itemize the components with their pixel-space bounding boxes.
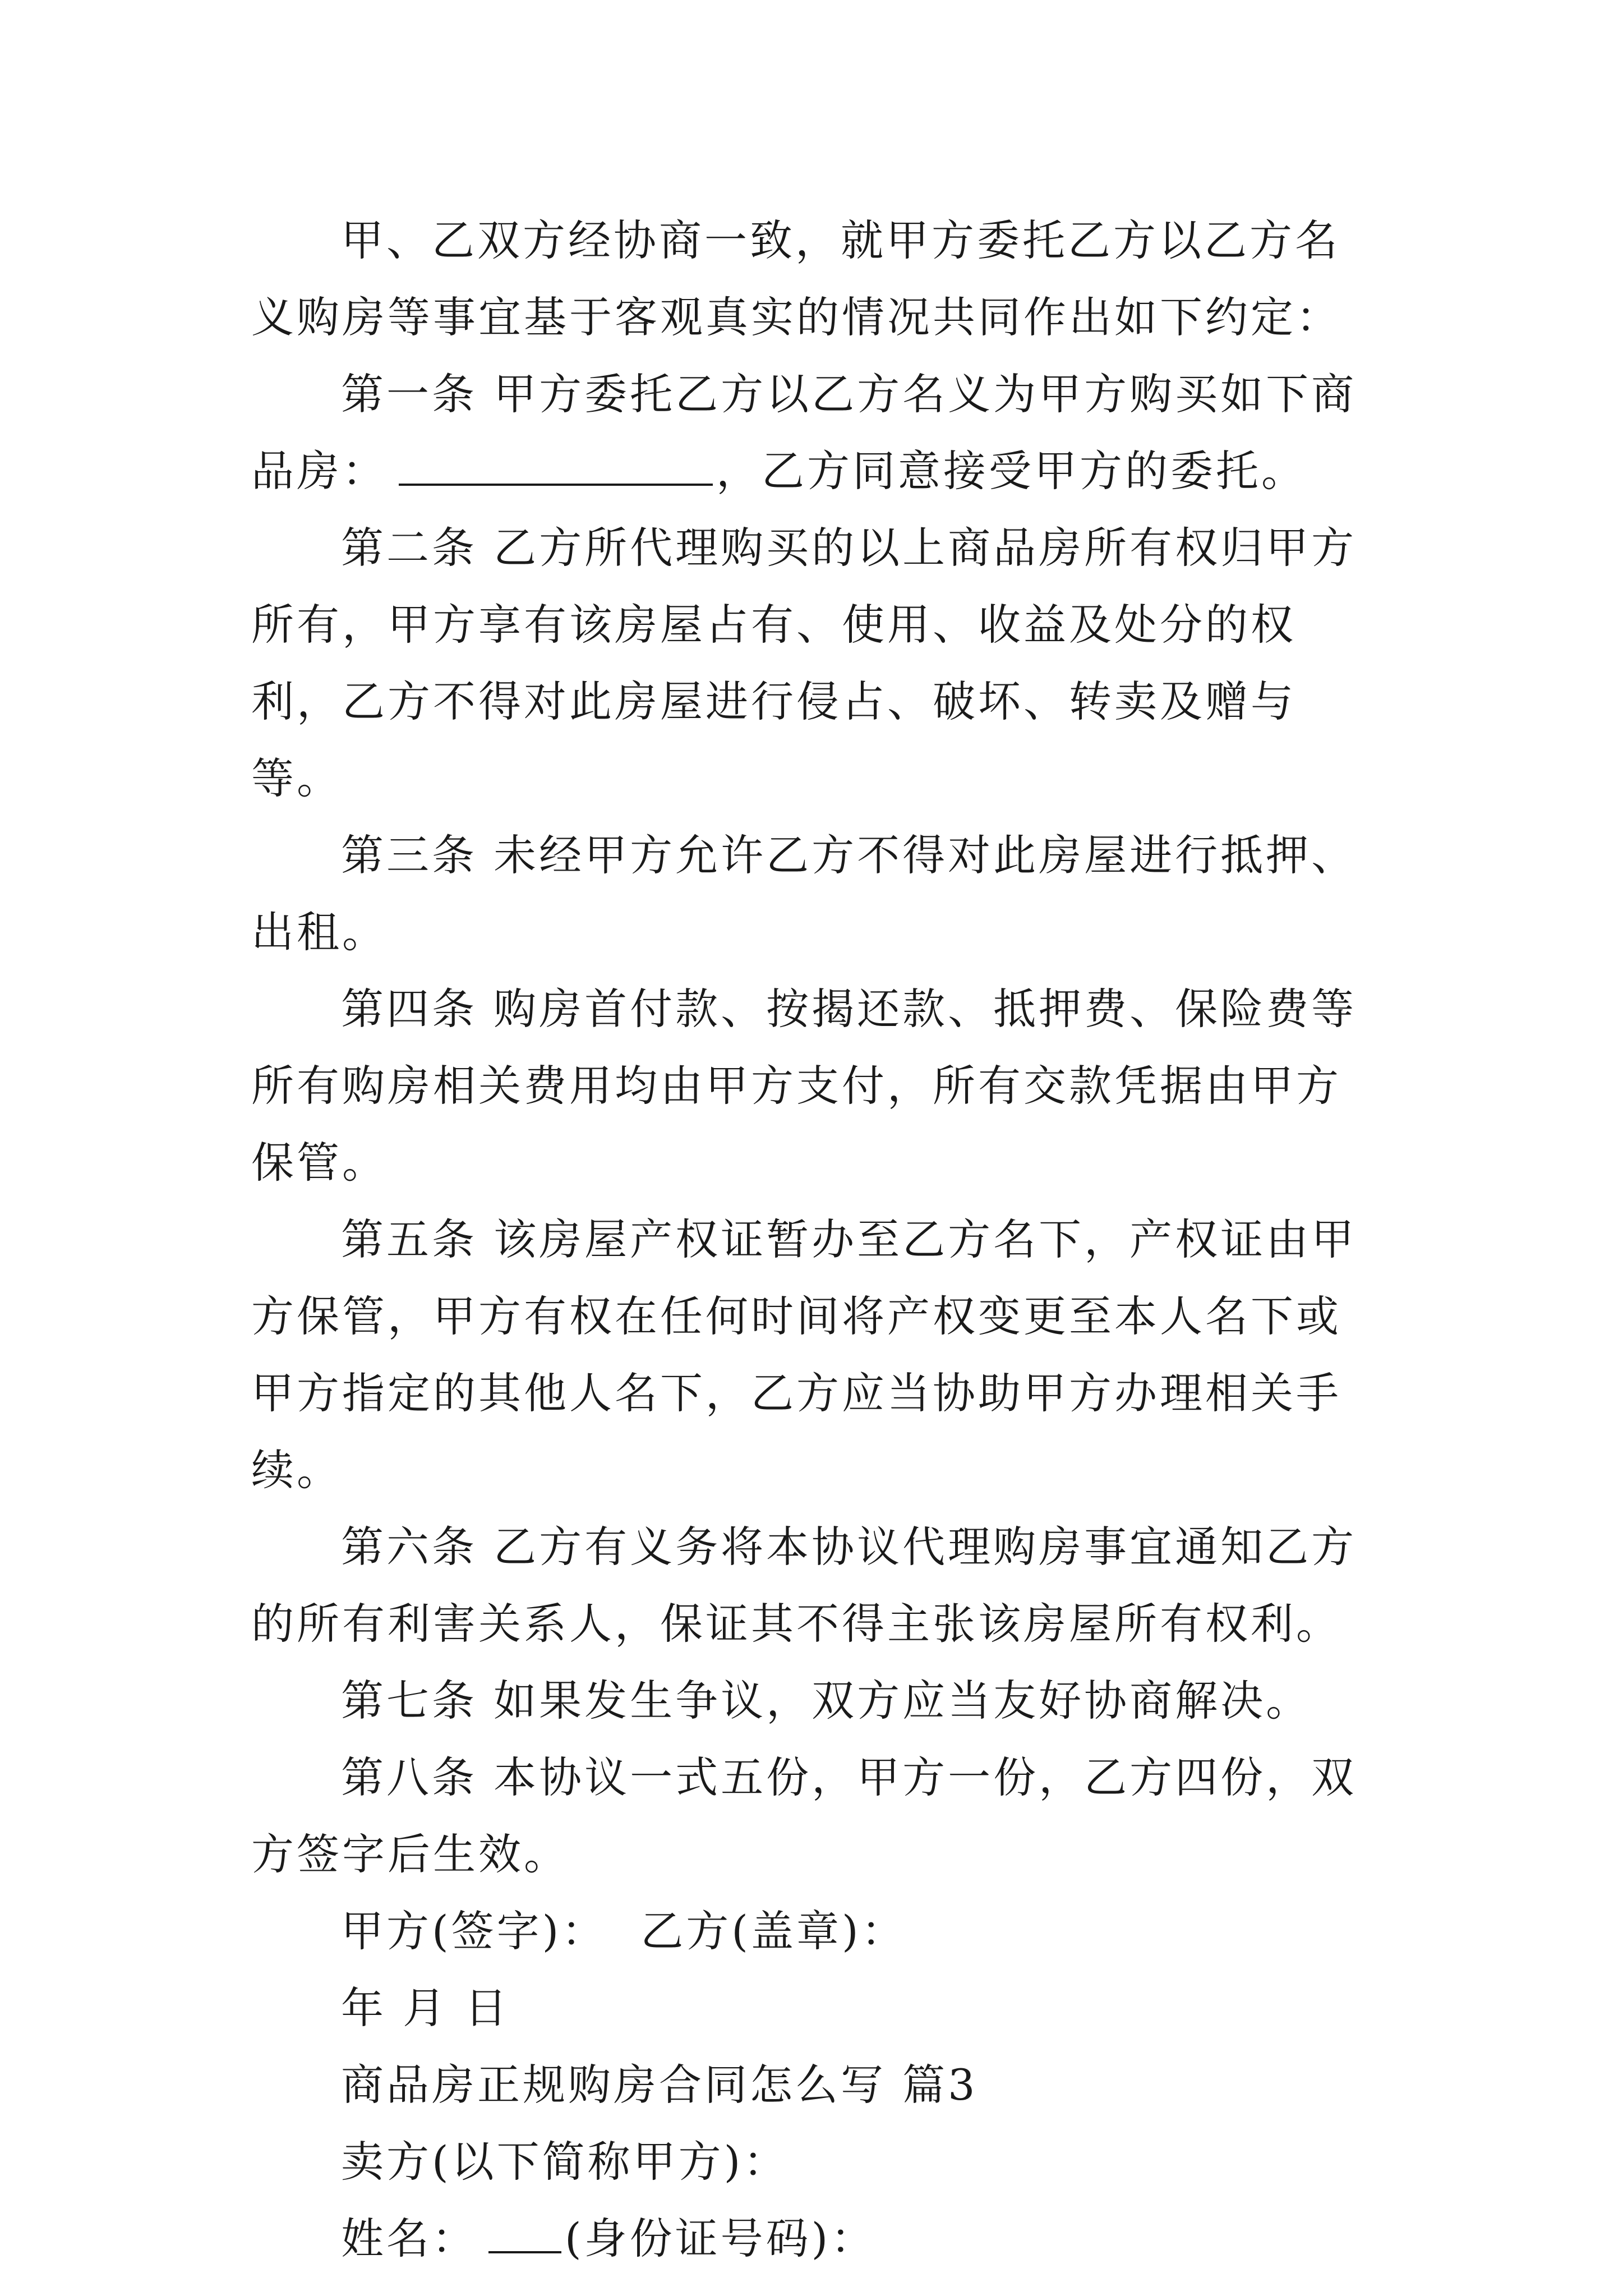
article-5: 第五条 该房屋产权证暂办至乙方名下，产权证由甲方保管，甲方有权在任何时间将产权变更至本人名下或甲方指定的其他人名下，乙方应当协助甲方办理相关手续。 (251, 1214, 1357, 1495)
name-label: 姓名： (341, 2214, 477, 2263)
section-title: 商品房正规购房合同怎么写 篇3 (341, 2060, 978, 2110)
seller-name-line (251, 2200, 1384, 2277)
property-blank-field[interactable] (399, 450, 713, 486)
party-b-seal-label: 乙方(盖章)： (640, 1906, 907, 1956)
article-6: 第六条 乙方有义务将本协议代理购房事宜通知乙方的所有利害关系人，保证其不得主张该房屋所有权利。 (251, 1522, 1357, 1649)
article-4: 第四条 购房首付款、按揭还款、抵押费、保险费等所有购房相关费用均由甲方支付，所有交款凭据由甲方保管。 (251, 984, 1357, 1188)
article-7: 第七条 如果发生争议，双方应当友好协商解决。 (341, 1676, 1312, 1726)
article-2: 第二条 乙方所代理购买的以上商品房所有权归甲方所有，甲方享有该房屋占有、使用、收益及处分的权利，乙方不得对此房屋进行侵占、破坏、转卖及赠与等。 (251, 523, 1357, 803)
article-1-text-after: ，乙方同意接受甲方的委托。 (716, 446, 1307, 496)
seller-line: 卖方(以下简称甲方)： (341, 2137, 789, 2187)
date-line: 年 月 日 (341, 1983, 510, 2033)
article-1-text-before: 第一条 甲方委托乙方以乙方名义为甲方购买如下商品房： (251, 369, 1357, 496)
article-1 (251, 356, 1384, 509)
name-blank-field[interactable] (488, 2217, 561, 2253)
intro-paragraph: 甲、乙双方经协商一致，就甲方委托乙方以乙方名义购房等事宜基于客观真实的情况共同作出如下约定： (251, 215, 1341, 342)
party-a-signature-label: 甲方(签字)： (341, 1906, 607, 1956)
document-page (251, 202, 1384, 2277)
article-3: 第三条 未经甲方允许乙方不得对此房屋进行抵押、出租。 (251, 830, 1357, 957)
id-number-label: (身份证号码)： (565, 2214, 877, 2263)
signature-line (251, 1893, 1384, 1970)
article-8: 第八条 本协议一式五份，甲方一份，乙方四份，双方签字后生效。 (251, 1752, 1357, 1879)
